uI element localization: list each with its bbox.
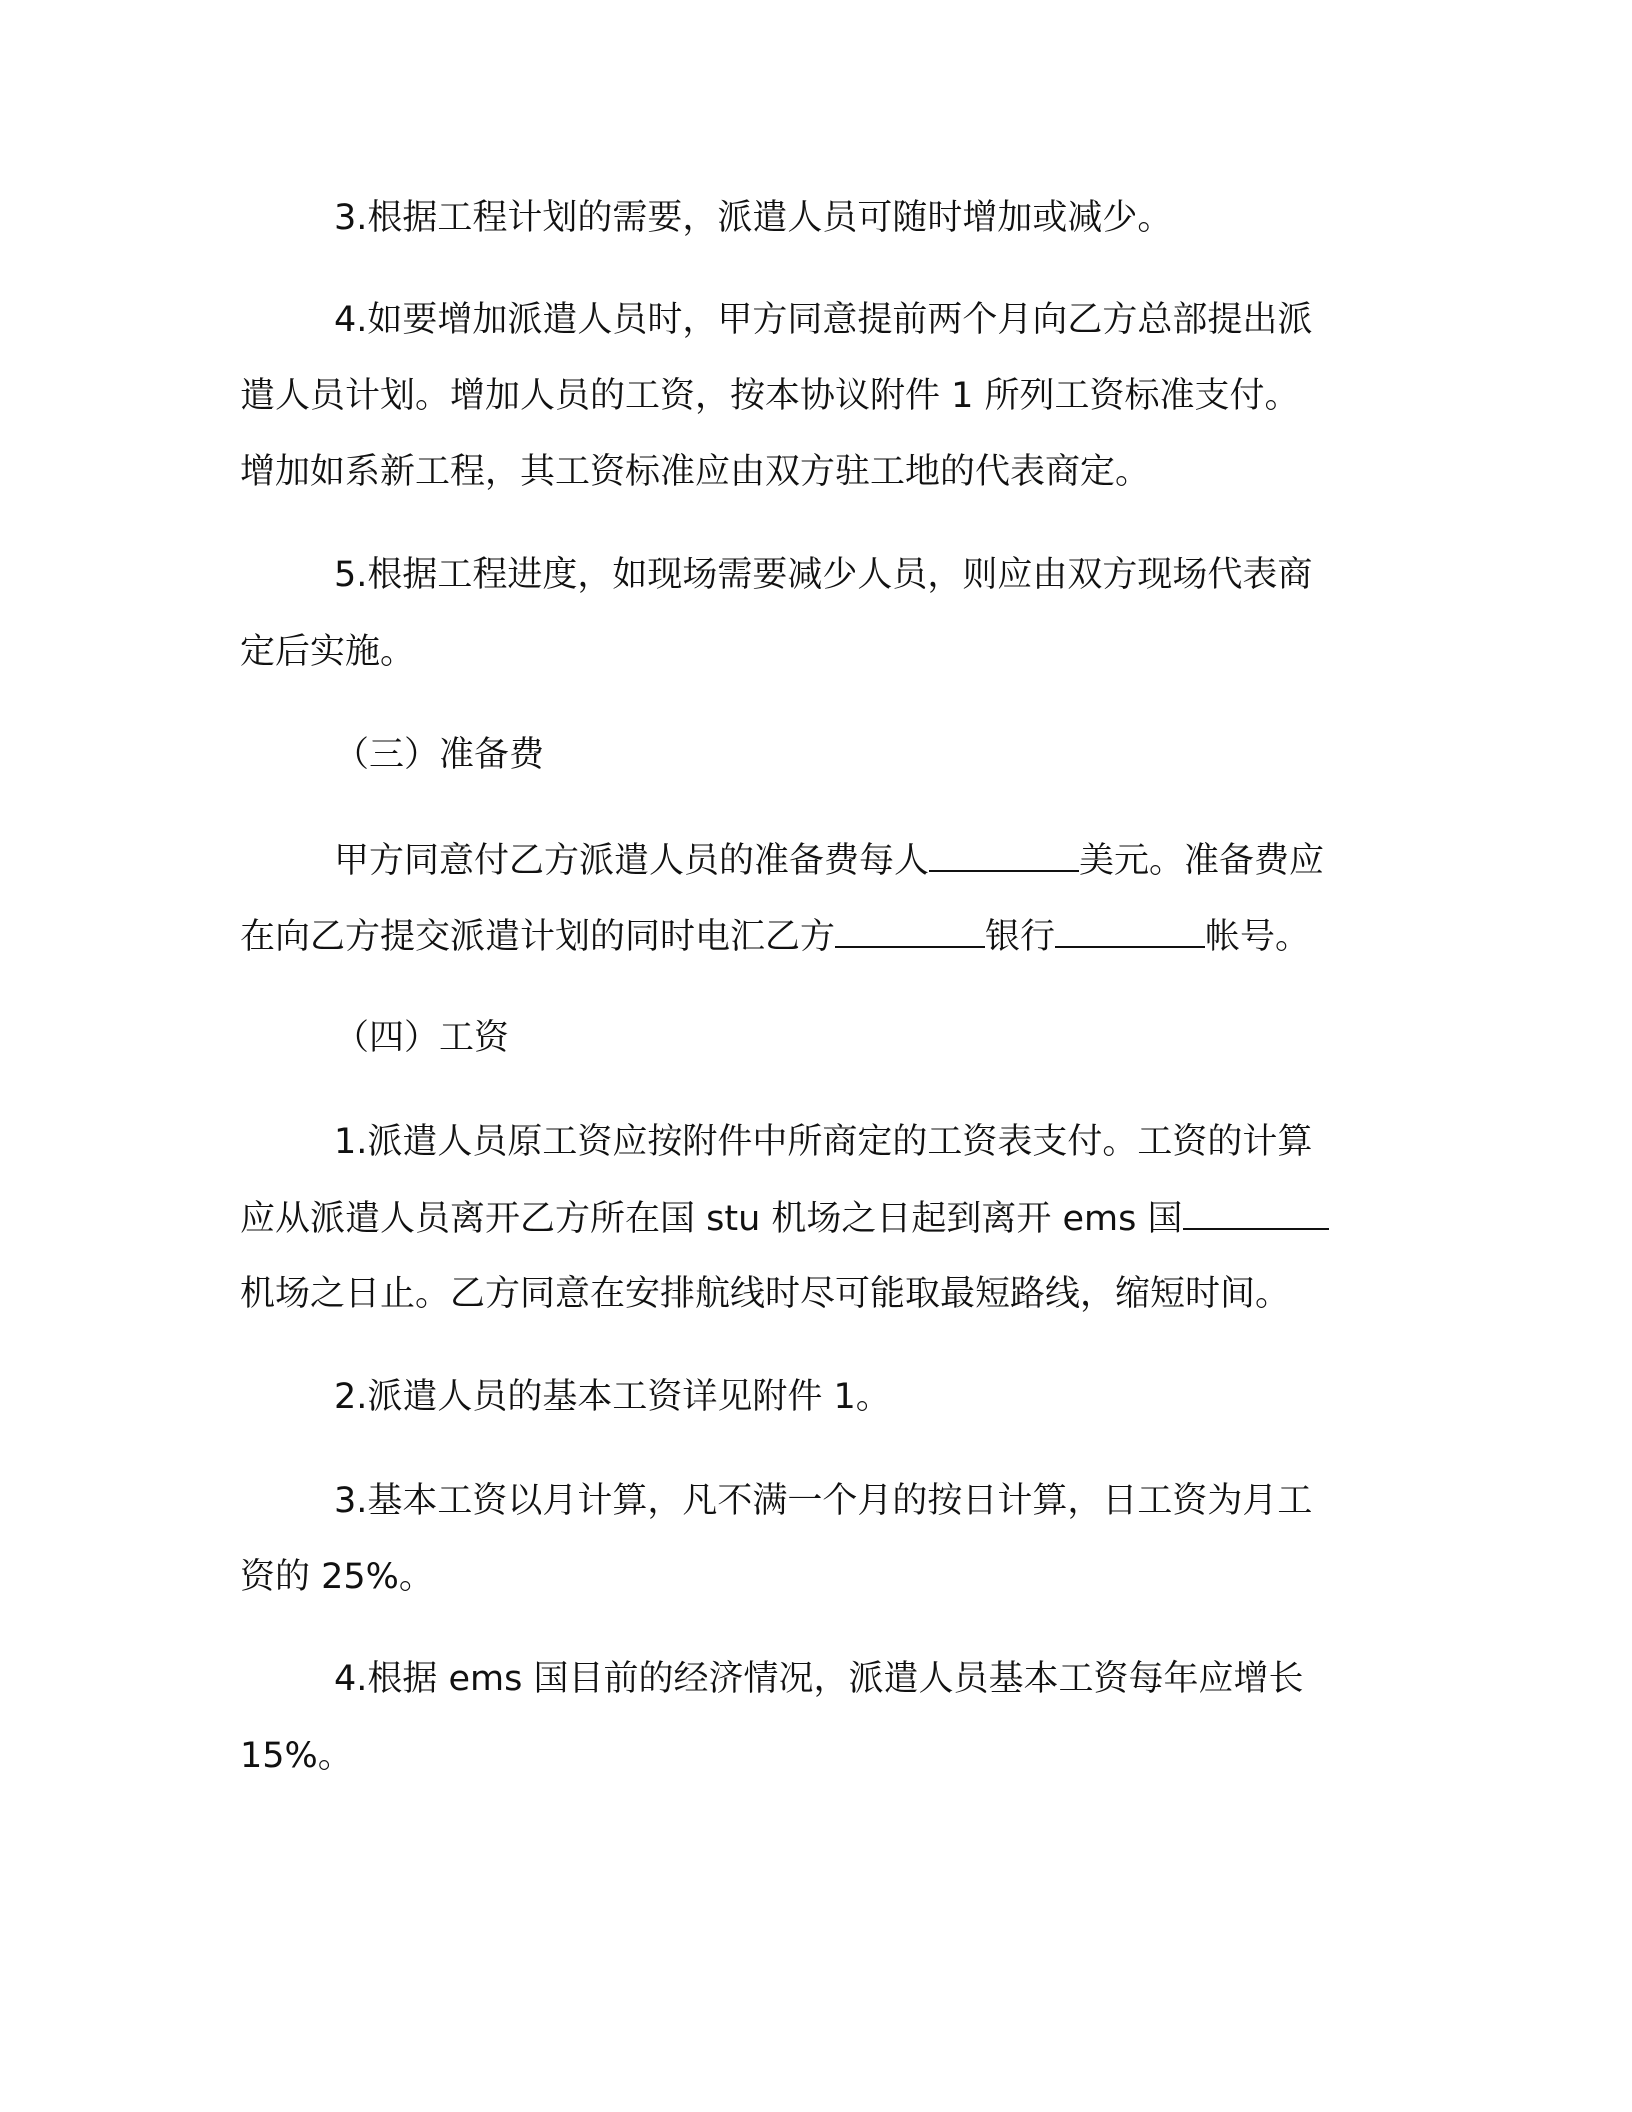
wage-4-line-2: 15%。 bbox=[240, 1736, 353, 1776]
paragraph-5-line-2: 定后实施。 bbox=[240, 632, 416, 672]
wage-1-text: 应从派遣人员离开乙方所在国 stu 机场之日起到离开 ems 国 bbox=[240, 1199, 1183, 1239]
prep-fee-line-2 bbox=[240, 912, 1380, 961]
airport-blank bbox=[1183, 1194, 1329, 1230]
section-3-heading: （三）准备费 bbox=[334, 735, 545, 775]
wage-3-line-2: 资的 25%。 bbox=[240, 1557, 434, 1597]
wage-2-line-1: 2.派遣人员的基本工资详见附件 1。 bbox=[334, 1377, 891, 1417]
prep-fee-text-e: 帐号。 bbox=[1205, 917, 1311, 957]
wage-4-line-1: 4.根据 ems 国目前的经济情况，派遣人员基本工资每年应增长 bbox=[334, 1659, 1304, 1699]
paragraph-4-line-3: 增加如系新工程，其工资标准应由双方驻工地的代表商定。 bbox=[240, 452, 1151, 492]
paragraph-4-line-1: 4.如要增加派遣人员时，甲方同意提前两个月向乙方总部提出派 bbox=[334, 300, 1313, 340]
paragraph-4-line-2: 遣人员计划。增加人员的工资，按本协议附件 1 所列工资标准支付。 bbox=[240, 376, 1300, 416]
section-4-heading: （四）工资 bbox=[334, 1018, 510, 1058]
account-blank bbox=[1055, 912, 1205, 948]
prep-fee-line-1 bbox=[334, 836, 1474, 885]
bank-blank bbox=[835, 912, 985, 948]
wage-1-line-3: 机场之日止。乙方同意在安排航线时尽可能取最短路线，缩短时间。 bbox=[240, 1274, 1291, 1314]
wage-1-line-1: 1.派遣人员原工资应按附件中所商定的工资表支付。工资的计算 bbox=[334, 1122, 1313, 1162]
paragraph-3-line-1: 3.根据工程计划的需要，派遣人员可随时增加或减少。 bbox=[334, 198, 1173, 238]
prep-fee-text-b: 美元。准备费应 bbox=[1079, 841, 1325, 881]
amount-blank bbox=[929, 836, 1079, 872]
prep-fee-text-a: 甲方同意付乙方派遣人员的准备费每人 bbox=[334, 841, 930, 881]
wage-1-line-2 bbox=[240, 1194, 1380, 1243]
prep-fee-text-c: 在向乙方提交派遣计划的同时电汇乙方 bbox=[240, 917, 836, 957]
prep-fee-text-d: 银行 bbox=[985, 917, 1056, 957]
wage-3-line-1: 3.基本工资以月计算，凡不满一个月的按日计算，日工资为月工 bbox=[334, 1481, 1313, 1521]
paragraph-5-line-1: 5.根据工程进度，如现场需要减少人员，则应由双方现场代表商 bbox=[334, 555, 1313, 595]
